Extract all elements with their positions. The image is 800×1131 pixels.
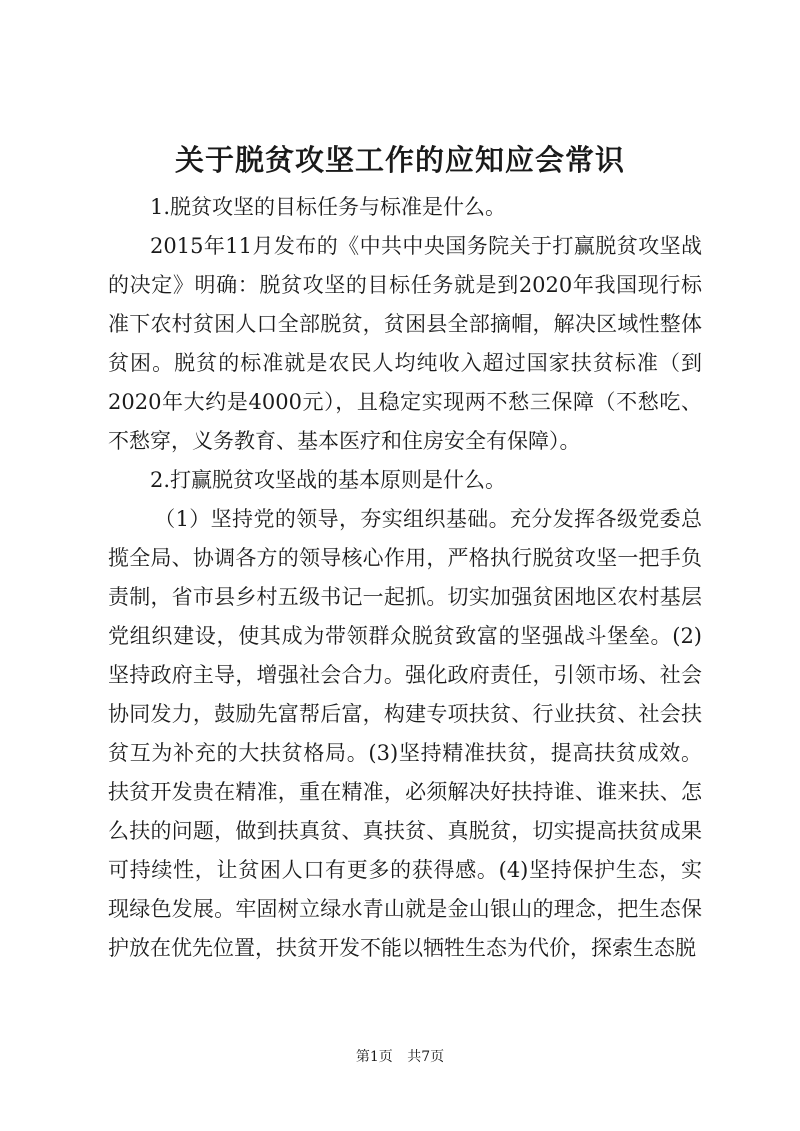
document-title: 关于脱贫攻坚工作的应知应会常识: [174, 143, 625, 177]
paragraph-goals: 2015年11月发布的《中共中央国务院关于打赢脱贫攻坚战的决定》明确：脱贫攻坚的目标任务就是到2020年我国现行标准下农村贫困人口全部脱贫，贫困县全部摘帽，解决区域性整体贫困。脱贫的标准就是农民人均纯收入超过国家扶贫标准（到2020年大约是4000元），且稳定实现两不愁三保障（不愁吃、不愁穿，义务教育、基本医疗和住房安全有保障）。: [108, 234, 702, 453]
section-heading-1: 1.脱贫攻坚的目标任务与标准是什么。: [150, 195, 507, 219]
page-number: 第1页: [355, 1049, 393, 1065]
page-footer: [0, 1047, 800, 1067]
section-heading-2: 2.打赢脱贫攻坚战的基本原则是什么。: [150, 468, 507, 492]
paragraph-principles: （1）坚持党的领导，夯实组织基础。充分发挥各级党委总揽全局、协调各方的领导核心作用，严格执行脱贫攻坚一把手负责制，省市县乡村五级书记一起抓。切实加强贫困地区农村基层党组织建设，使其成为带领群众脱贫致富的坚强战斗堡垒。(2)坚持政府主导，增强社会合力。强化政府责任，引领市场、社会协同发力，鼓励先富帮后富，构建专项扶贫、行业扶贫、社会扶贫互为补充的大扶贫格局。(3)坚持精准扶贫，提高扶贫成效。扶贫开发贵在精准，重在精准，必须解决好扶持谁、谁来扶、怎么扶的问题，做到扶真贫、真扶贫、真脱贫，切实提高扶贫成果可持续性，让贫困人口有更多的获得感。(4)坚持保护生态，实现绿色发展。牢固树立绿水青山就是金山银山的理念，把生态保护放在优先位置，扶贫开发不能以牺牲生态为代价，探索生态脱: [108, 507, 702, 960]
document-body: [108, 188, 702, 968]
page-total: 共7页: [407, 1049, 445, 1065]
